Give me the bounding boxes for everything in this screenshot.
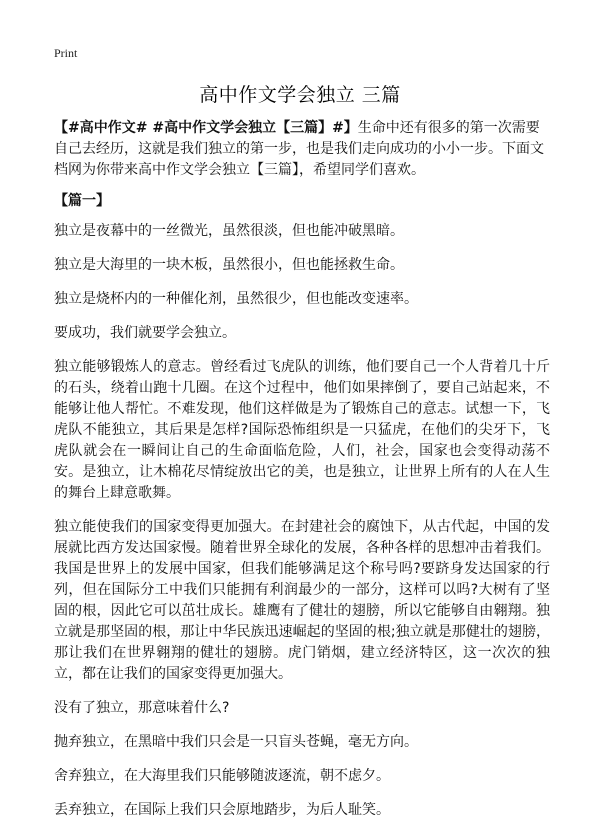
paragraph-2: 独立是大海里的一块木板，虽然很小，但也能拯救生命。 [54, 257, 404, 273]
intro-text: 生命中还有很多的第一次需要自己去经历，这就是我们独立的第一步，也是我们走向成功的小小一步。下面文档网为你带来高中作文学会独立【三篇】，希望同学们喜欢。 [54, 120, 544, 178]
paragraph-5: 独立能够锻炼人的意志。曾经看过飞虎队的训练，他们要自己一个人背着几十斤的石头，绕着山跑十几圈。在这个过程中，他们如果摔倒了，要自己站起来，不能够让他人帮忙。不难发现，他们这样做是为了锻炼自己的意志。试想一下，飞虎队不能独立，其后果是怎样?国际恐怖组织是一只猛虎，在他们的尖牙下，飞虎队就会在一瞬间让自己的生命面临危险，人们，社会，国家也会变得动荡不安。是独立，让木棉花尽情绽放出它的美，也是独立，让世界上所有的人在人生的舞台上肆意歌舞。 [54, 359, 550, 501]
document-title: 高中作文学会独立 三篇 [199, 84, 401, 106]
paragraph-1: 独立是夜幕中的一丝微光，虽然很淡，但也能冲破黑暗。 [54, 223, 404, 239]
paragraph-10: 丢弃独立，在国际上我们只会原地踏步，为后人耻笑。 [54, 802, 390, 818]
paragraph-4: 要成功，我们就要学会独立。 [54, 325, 236, 341]
paragraph-3: 独立是烧杯内的一种催化剂，虽然很少，但也能改变速率。 [54, 291, 418, 307]
paragraph-9: 舍弃独立，在大海里我们只能够随波逐流，朝不虑夕。 [54, 768, 390, 784]
document-body [54, 118, 550, 834]
intro-paragraph [54, 118, 550, 181]
paragraph-6: 独立能使我们的国家变得更加强大。在封建社会的腐蚀下，从古代起，中国的发展就比西方发达国家慢。随着世界全球化的发展，各种各样的思想冲击着我们。我国是世界上的发展中国家，但我们能够满足这个称号吗?要跻身发达国家的行列，但在国际分工中我们只能拥有利润最少的一部分，这样可以吗?大树有了坚固的根，因此它可以茁壮成长。雄鹰有了健壮的翅膀，所以它能够自由翱翔。独立就是那坚固的根，那让中华民族迅速崛起的坚固的根;独立就是那健壮的翅膀，那让我们在世界翱翔的健壮的翅膀。虎门销烟，建立经济特区，这一次次的独立，都在让我们的国家变得更加强大。 [54, 519, 550, 682]
paragraph-7: 没有了独立，那意味着什么? [54, 700, 230, 716]
paragraph-8: 抛弃独立，在黑暗中我们只会是一只盲头苍蝇，毫无方向。 [54, 734, 418, 750]
section-heading: 【篇一】 [54, 193, 110, 209]
intro-tags: 【#高中作文# #高中作文学会独立【三篇】#】 [54, 120, 358, 136]
print-label[interactable]: Print [54, 46, 78, 60]
